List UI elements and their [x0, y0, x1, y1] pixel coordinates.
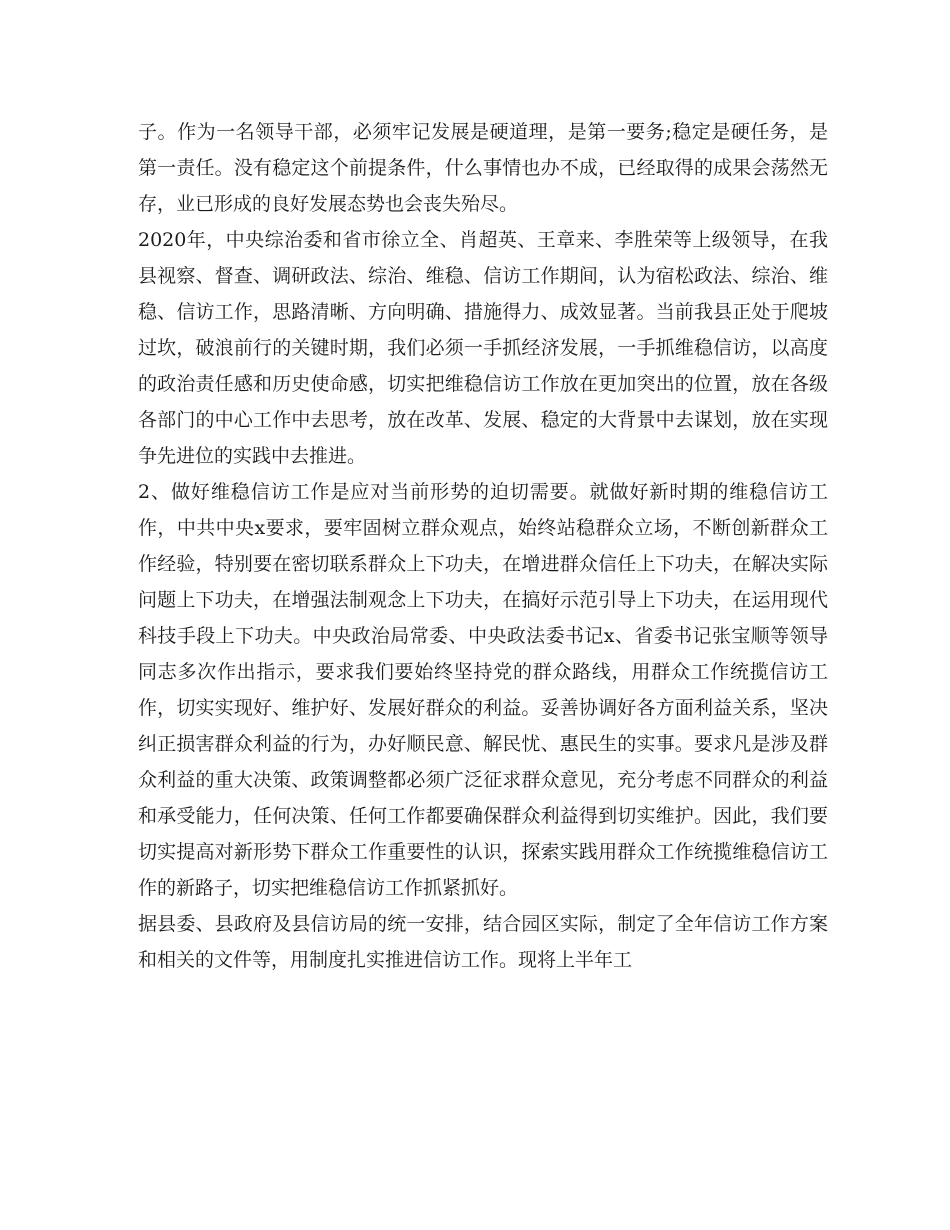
paragraph-2020-inspection: 2020年，中央综治委和省市徐立全、肖超英、王章来、李胜荣等上级领导，在我县视察、督查、调研政法、综治、维稳、信访工作期间，认为宿松政法、综治、维稳、信访工作，思路清晰、方向明确、措施得力、成效显著。当前我县正处于爬坡过坎，破浪前行的关键时期，我们必须一手抓经济发展，一手抓维稳信访，以高度的政治责任感和历史使命感，切实把维稳信访工作放在更加突出的位置，放在各级各部门的中心工作中去思考，放在改革、发展、稳定的大背景中去谋划，放在实现争先进位的实践中去推进。	[138, 229, 828, 467]
paragraph-stability-importance: 子。作为一名领导干部，必须牢记发展是硬道理，是第一要务;稳定是硬任务，是第一责任。没有稳定这个前提条件，什么事情也办不成，已经取得的成果会荡然无存，业已形成的良好发展态势也会丧失殆尽。	[138, 121, 828, 215]
document-body	[138, 114, 828, 978]
paragraph-work-arrangement: 据县委、县政府及县信访局的统一安排，结合园区实际，制定了全年信访工作方案和相关的文件等，用制度扎实推进信访工作。现将上半年工	[138, 913, 828, 971]
paragraph-section-2: 2、做好维稳信访工作是应对当前形势的迫切需要。就做好新时期的维稳信访工作，中共中央x要求，要牢固树立群众观点，始终站稳群众立场，不断创新群众工作经验，特别要在密切联系群众上下功夫，在增进群众信任上下功夫，在解决实际问题上下功夫，在增强法制观念上下功夫，在搞好示范引导上下功夫，在运用现代科技手段上下功夫。中央政治局常委、中央政法委书记x、省委书记张宝顺等领导同志多次作出指示，要求我们要始终坚持党的群众路线，用群众工作统揽信访工作，切实实现好、维护好、发展好群众的利益。妥善协调好各方面利益关系，坚决纠正损害群众利益的行为，办好顺民意、解民忧、惠民生的实事。要求凡是涉及群众利益的重大决策、政策调整都必须广泛征求群众意见，充分考虑不同群众的利益和承受能力，任何决策、任何工作都要确保群众利益得到切实维护。因此，我们要切实提高对新形势下群众工作重要性的认识，探索实践用群众工作统揽维稳信访工作的新路子，切实把维稳信访工作抓紧抓好。	[138, 481, 828, 899]
